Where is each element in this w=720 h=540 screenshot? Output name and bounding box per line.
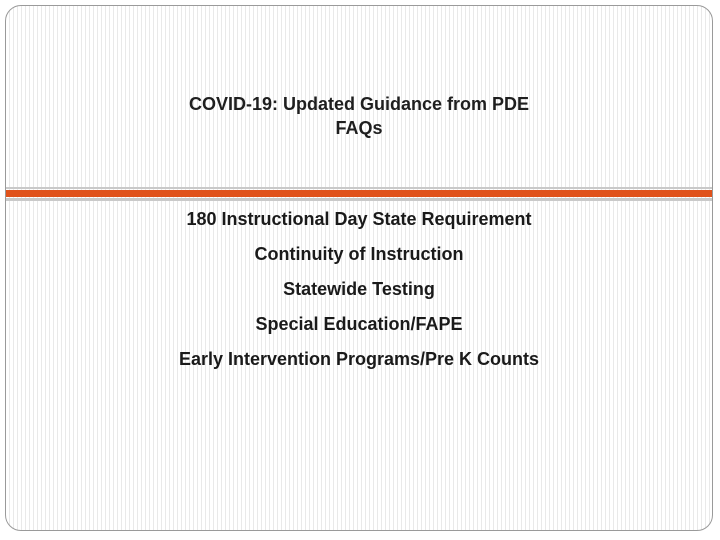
topic-item-special-education: Special Education/FAPE xyxy=(255,314,463,334)
title-line-2: FAQs xyxy=(335,118,383,138)
divider-top-band xyxy=(6,187,712,189)
title-divider xyxy=(6,187,712,201)
slide-title xyxy=(6,92,712,140)
topic-item-early-intervention: Early Intervention Programs/Pre K Counts xyxy=(178,349,540,369)
topic-item-testing: Statewide Testing xyxy=(283,279,435,299)
slide xyxy=(5,5,713,531)
divider-accent-band xyxy=(6,190,712,197)
title-line-1: COVID-19: Updated Guidance from PDE xyxy=(188,94,530,114)
topic-item-instructional-days: 180 Instructional Day State Requirement xyxy=(186,209,532,229)
topic-list xyxy=(6,202,712,377)
divider-bottom-band xyxy=(6,198,712,201)
topic-item-continuity: Continuity of Instruction xyxy=(254,244,464,264)
